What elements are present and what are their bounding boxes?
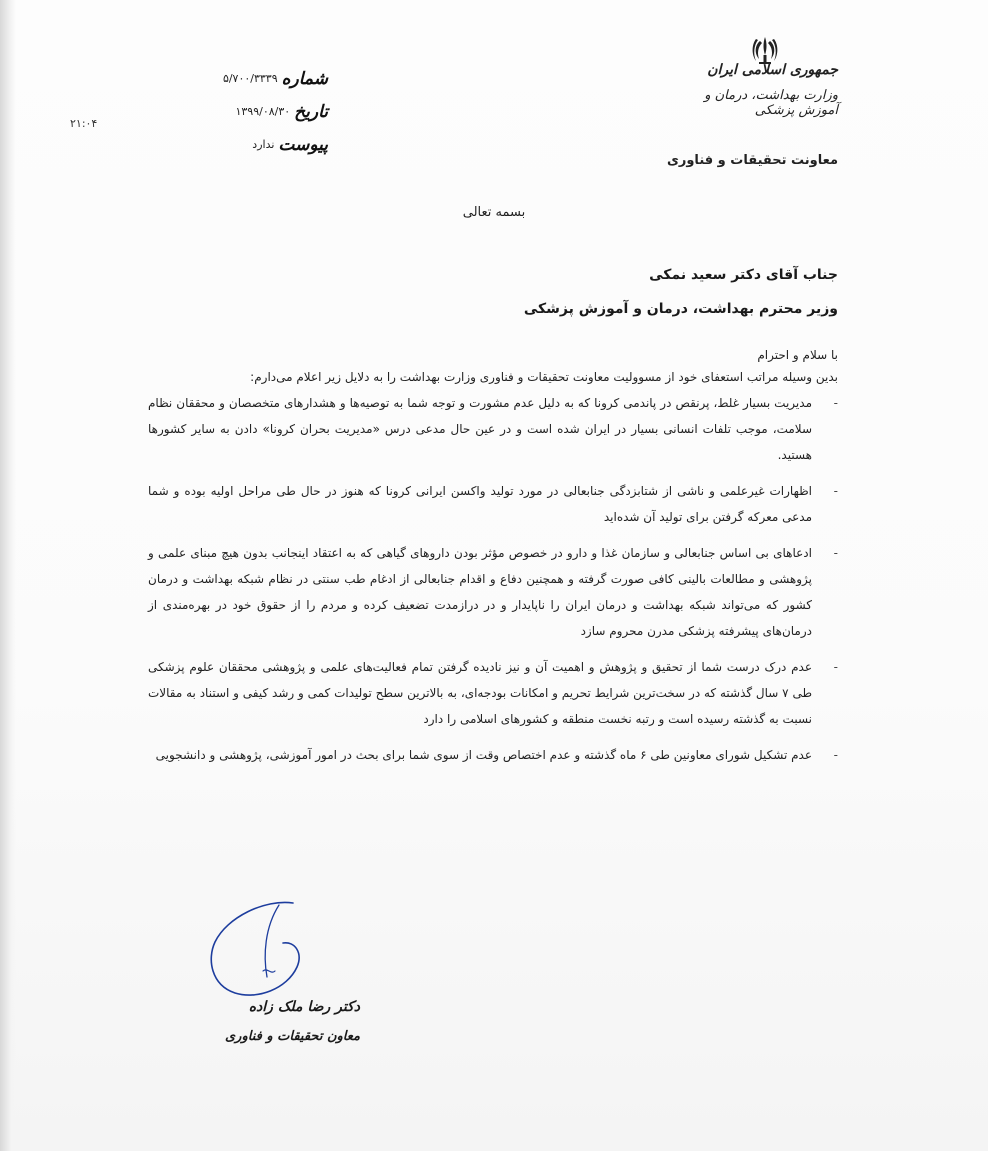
bullet-dash: - [833, 484, 838, 498]
reason-item [148, 742, 838, 768]
deputy-office-name: معاونت تحقیقات و فناوری [666, 153, 838, 168]
signer-block [200, 994, 360, 1050]
number-row [158, 62, 328, 95]
reason-text: اظهارات غیرعلمی و ناشی از شتابزدگی جنابعالی در مورد تولید واکسن ایرانی کرونا که هنوز در حال طی مراحل اولیه بوده و شما مدعی معرکه گرفتن برای تولید آن شده‌اید [148, 484, 812, 524]
reason-text: ادعاهای بی اساس جنابعالی و سازمان غذا و دارو در خصوص مؤثر بودن داروهای گیاهی که به اعتقاد اینجانب بدون هیچ مبنای علمی و پژوهشی و مطالعات بالینی کافی صورت گرفته و همچنین دفاع و اقدام جنابعالی از ادغام طب سنتی در نظام شبکه بهداشت و درمان کشور که می‌تواند شبکه بهداشت و درمان ایران را ناپایدار و در درازمدت تضعیف کرده و مردم را از حقوق خود در بهره‌مندی از درمان‌های پیشرفته پزشکی مدرن محروم سازد [148, 546, 812, 638]
bullet-dash: - [833, 546, 838, 560]
reason-text: مدیریت بسیار غلط، پرنقص در پاندمی کرونا که به دلیل عدم مشورت و توجه شما به توصیه‌ها و هشدارهای متخصصان و محققان نظام سلامت، موجب تلفات انسانی بسیار در ایران شده است و در عین حال مدعی درس «مدیریت بحران کرونا» دادن به سایر کشورها هستید. [148, 396, 812, 462]
date-row [158, 95, 328, 128]
reason-item [148, 654, 838, 732]
country-name: جمهوری اسلامی ایران [707, 62, 838, 78]
reasons-list [148, 390, 838, 768]
addressee [524, 262, 838, 322]
invocation: بسمه تعالی [462, 205, 526, 220]
scan-edge-shadow [0, 0, 16, 1151]
signer-title: معاون تحقیقات و فناوری [225, 1029, 360, 1044]
reason-item [148, 478, 838, 530]
date-value: ۱۳۹۹/۰۸/۳۰ [235, 105, 291, 118]
date-label: تاریخ [294, 101, 328, 122]
attachment-label: پیوست [278, 134, 328, 155]
corner-code: ۲۱:۰۴ [70, 117, 98, 130]
signer-name: دکتر رضا ملک زاده [248, 999, 360, 1015]
reason-item [148, 540, 838, 644]
ministry-header [668, 62, 838, 118]
addressee-name: جناب آقای دکتر سعید نمکی [649, 267, 838, 283]
ministry-name: وزارت بهداشت، درمان و آموزش پزشکی [704, 88, 838, 118]
reason-item [148, 390, 838, 468]
bullet-dash: - [833, 660, 838, 674]
attachment-value: ندارد [252, 138, 275, 151]
addressee-title: وزیر محترم بهداشت، درمان و آموزش پزشکی [523, 301, 838, 317]
letter-meta [158, 62, 328, 161]
reason-text: عدم درک درست شما از تحقیق و پژوهش و اهمیت آن و نیز نادیده گرفتن تمام فعالیت‌های علمی و پژوهشی محققان علوم پزشکی طی ۷ سال گذشته که در سخت‌ترین شرایط تحریم و امکانات بودجه‌ای، به بالاترین سطح تولیدات کمی و رشد کیفی و استناد به مقالات نسبت به گذشته رسیده است و رتبه نخست منطقه و کشورهای اسلامی را دارد [148, 660, 813, 726]
letter-body [148, 344, 838, 768]
handwritten-signature-icon [205, 897, 305, 1007]
bullet-dash: - [833, 748, 838, 762]
reason-text: عدم تشکیل شورای معاونین طی ۶ ماه گذشته و عدم اختصاص وقت از سوی شما برای بحث در امور آموزشی، پژوهشی و دانشجویی [155, 748, 812, 762]
intro-paragraph: بدین وسیله مراتب استعفای خود از مسوولیت معاونت تحقیقات و فناوری وزارت بهداشت را به دلایل زیر اعلام می‌دارم: [250, 370, 838, 384]
number-value: ۵/۷۰۰/۳۳۳۹ [222, 72, 278, 85]
greeting: با سلام و احترام [757, 348, 838, 362]
attachment-row [158, 128, 328, 161]
number-label: شماره [281, 68, 328, 89]
bullet-dash: - [833, 396, 838, 410]
